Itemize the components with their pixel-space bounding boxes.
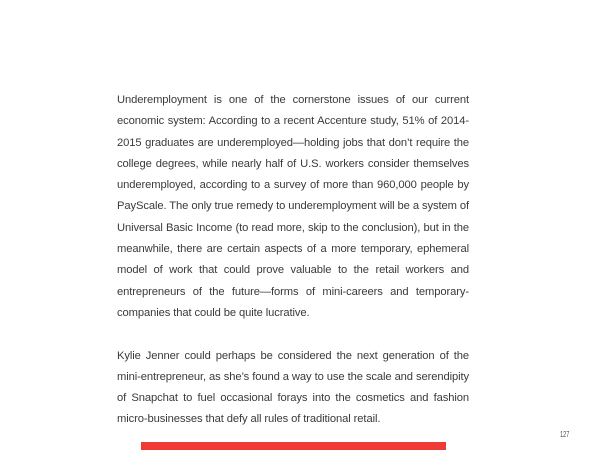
red-accent-bar <box>141 442 446 450</box>
paragraph-kylie-jenner: Kylie Jenner could perhaps be considered the next generation of the mini-entrepreneur, as she’s found a way to use the scale and serendipity of Snapchat to fuel occasional forays into the cosmetics and fashion micro-businesses that defy all rules of traditional retail. <box>117 349 469 426</box>
page-number: 127 <box>560 430 570 439</box>
body-text <box>117 90 469 452</box>
paragraph-underemployment: Underemployment is one of the cornerstone issues of our current economic system: According to a recent Accenture study, 51% of 2014-2015 graduates are underemployed—holding jobs that don’t require the college degrees, while nearly half of U.S. workers consider themselves underemployed, according to a survey of more than 960,000 people by PayScale. The only true remedy to underemployment will be a system of Universal Basic Income (to read more, skip to the conclusion), but in the meanwhile, there are certain aspects of a more temporary, ephemeral model of work that could prove valuable to the retail workers and entrepreneurs of the future—forms of mini-careers and temporary-companies that could be quite lucrative. <box>117 94 469 319</box>
